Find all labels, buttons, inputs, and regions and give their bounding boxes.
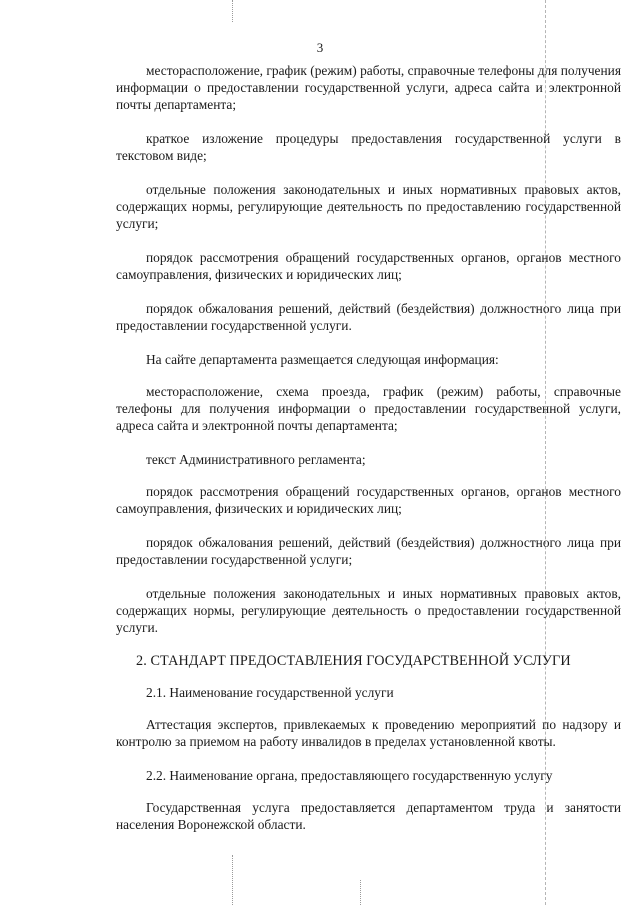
page-number: 3 — [316, 40, 324, 55]
paragraph: отдельные положения законодательных и иных нормативных правовых актов, содержащих нормы, регулирующие деятельность по предоставлению государственной услуги; — [116, 182, 621, 231]
paragraph: краткое изложение процедуры предоставления государственной услуги в текстовом виде; — [116, 131, 621, 163]
paragraph: Государственная услуга предоставляется департаментом труда и занятости населения Воронежской области. — [116, 800, 621, 832]
document-body — [116, 62, 621, 850]
paragraph: текст Административного регламента; — [146, 452, 366, 467]
paragraph: отдельные положения законодательных и иных нормативных правовых актов, содержащих нормы, регулирующие деятельность о предоставлении государственной услуги. — [116, 586, 621, 635]
subsection-heading: 2.1. Наименование государственной услуги — [146, 685, 394, 700]
scan-artifact-line — [232, 0, 233, 22]
scan-artifact-line — [360, 880, 361, 905]
paragraph: порядок обжалования решений, действий (бездействия) должностного лица при предоставлении государственной услуги. — [116, 301, 621, 333]
paragraph: Аттестация экспертов, привлекаемых к проведению мероприятий по надзору и контролю за приемом на работу инвалидов в пределах установленной квоты. — [116, 717, 621, 749]
paragraph: порядок рассмотрения обращений государственных органов, органов местного самоуправления, физических и юридических лиц; — [116, 250, 621, 282]
subsection-heading: 2.2. Наименование органа, предоставляющего государственную услугу — [146, 768, 553, 783]
paragraph: На сайте департамента размещается следующая информация: — [146, 352, 499, 367]
paragraph: порядок обжалования решений, действий (бездействия) должностного лица при предоставлении государственной услуги; — [116, 535, 621, 567]
paragraph: порядок рассмотрения обращений государственных органов, органов местного самоуправления, физических и юридических лиц; — [116, 484, 621, 516]
paragraph: месторасположение, схема проезда, график (режим) работы, справочные телефоны для получения информации о предоставлении государственной услуги, адреса сайта и электронной почты департамента; — [116, 384, 621, 433]
section-heading: 2. СТАНДАРТ ПРЕДОСТАВЛЕНИЯ ГОСУДАРСТВЕННОЙ УСЛУГИ — [136, 653, 571, 669]
paragraph: месторасположение, график (режим) работы, справочные телефоны для получения информации о предоставлении государственной услуги, адреса сайта и электронной почты департамента; — [116, 63, 621, 112]
scan-artifact-line — [232, 855, 233, 905]
